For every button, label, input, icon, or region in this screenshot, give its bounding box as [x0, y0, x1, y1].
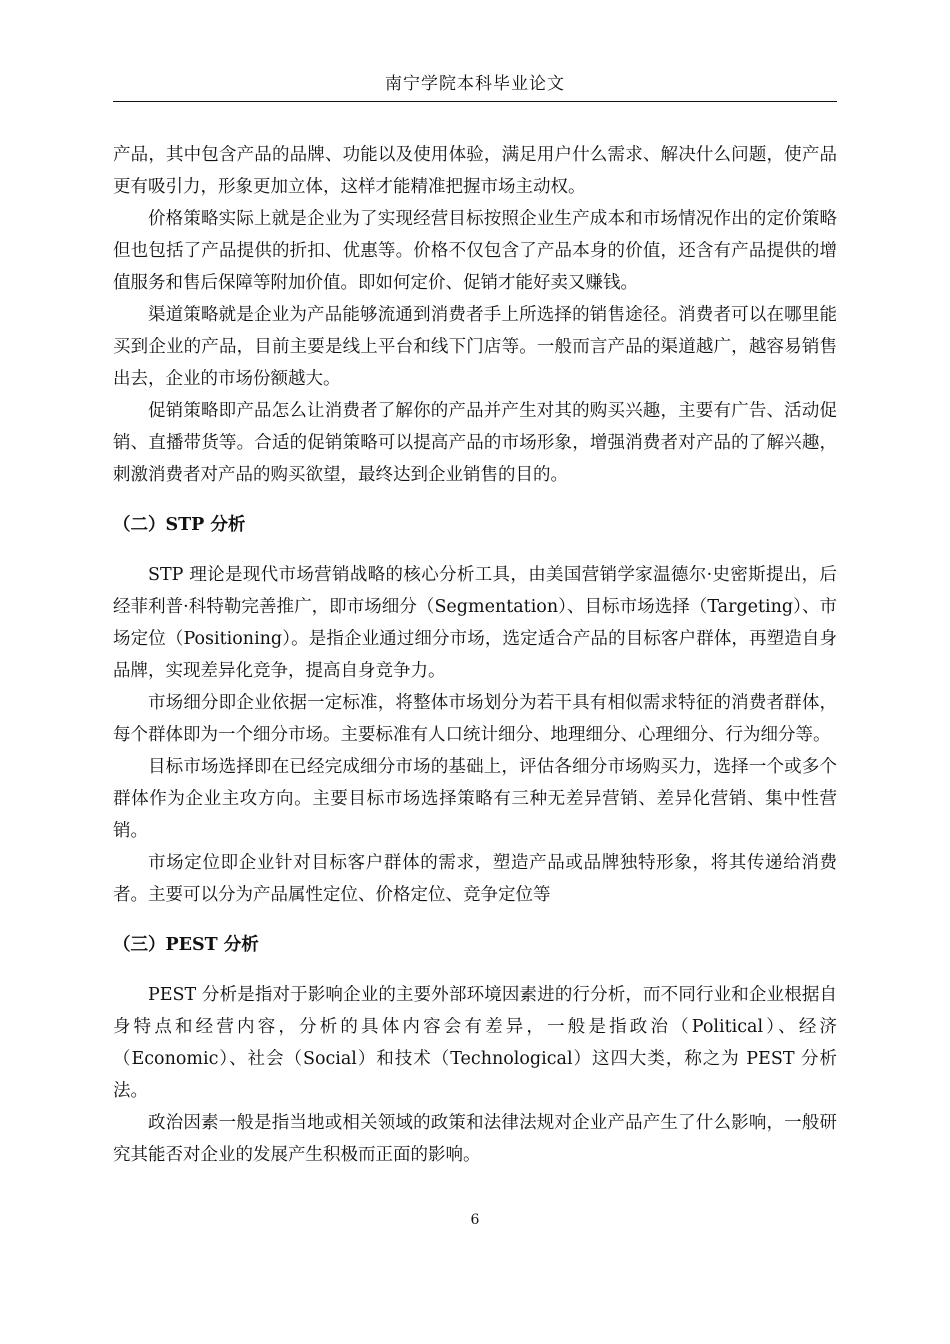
paragraph-stp-theory: STP 理论是现代市场营销战略的核心分析工具，由美国营销学家温德尔·史密斯提出，后经菲利普·科特勒完善推广，即市场细分（Segmentation）、目标市场选择（Targeting）、市场定位（Positioning）。是指企业通过细分市场，选定适合产品的目标客户群体，再塑造自身品牌，实现差异化竞争，提高自身竞争力。: [113, 565, 837, 681]
paragraph-market-segmentation: 市场细分即企业依据一定标准，将整体市场划分为若干具有相似需求特征的消费者群体，每个群体即为一个细分市场。主要标准有人口统计细分、地理细分、心理细分、行为细分等。: [113, 693, 837, 745]
paragraph-pest-analysis: PEST 分析是指对于影响企业的主要外部环境因素进的行分析，而不同行业和企业根据自身特点和经营内容，分析的具体内容会有差异，一般是指政治（Political）、经济（Economic）、社会（Social）和技术（Technological）这四大类，称之为 PEST 分析法。: [113, 985, 837, 1101]
paragraph-market-positioning: 市场定位即企业针对目标客户群体的需求，塑造产品或品牌独特形象，将其传递给消费者。主要可以分为产品属性定位、价格定位、竞争定位等: [113, 853, 837, 905]
section-heading-stp: （二）STP 分析: [113, 515, 246, 535]
section-heading-pest: （三）PEST 分析: [113, 935, 259, 955]
paragraph-product-strategy-continued: 产品，其中包含产品的品牌、功能以及使用体验，满足用户什么需求、解决什么问题，使产品更有吸引力，形象更加立体，这样才能精准把握市场主动权。: [113, 145, 837, 197]
paragraph-political-factors: 政治因素一般是指当地或相关领域的政策和法律法规对企业产品产生了什么影响，一般研究其能否对企业的发展产生积极而正面的影响。: [113, 1113, 837, 1165]
page-number: 6: [470, 1212, 480, 1228]
paragraph-price-strategy: 价格策略实际上就是企业为了实现经营目标按照企业生产成本和市场情况作出的定价策略但也包括了产品提供的折扣、优惠等。价格不仅包含了产品本身的价值，还含有产品提供的增值服务和售后保障等附加价值。即如何定价、促销才能好卖又赚钱。: [113, 209, 837, 293]
paragraph-promotion-strategy: 促销策略即产品怎么让消费者了解你的产品并产生对其的购买兴趣，主要有广告、活动促销、直播带货等。合适的促销策略可以提高产品的市场形象，增强消费者对产品的了解兴趣，刺激消费者对产品的购买欲望，最终达到企业销售的目的。: [113, 401, 837, 485]
paragraph-target-market-selection: 目标市场选择即在已经完成细分市场的基础上，评估各细分市场购买力，选择一个或多个群体作为企业主攻方向。主要目标市场选择策略有三种无差异营销、差异化营销、集中性营销。: [113, 757, 837, 841]
header-divider: [113, 101, 837, 102]
running-header-title: 南宁学院本科毕业论文: [385, 74, 565, 94]
paragraph-channel-strategy: 渠道策略就是企业为产品能够流通到消费者手上所选择的销售途径。消费者可以在哪里能买到企业的产品，目前主要是线上平台和线下门店等。一般而言产品的渠道越广，越容易销售出去，企业的市场份额越大。: [113, 305, 837, 389]
body-content: [113, 139, 837, 1171]
